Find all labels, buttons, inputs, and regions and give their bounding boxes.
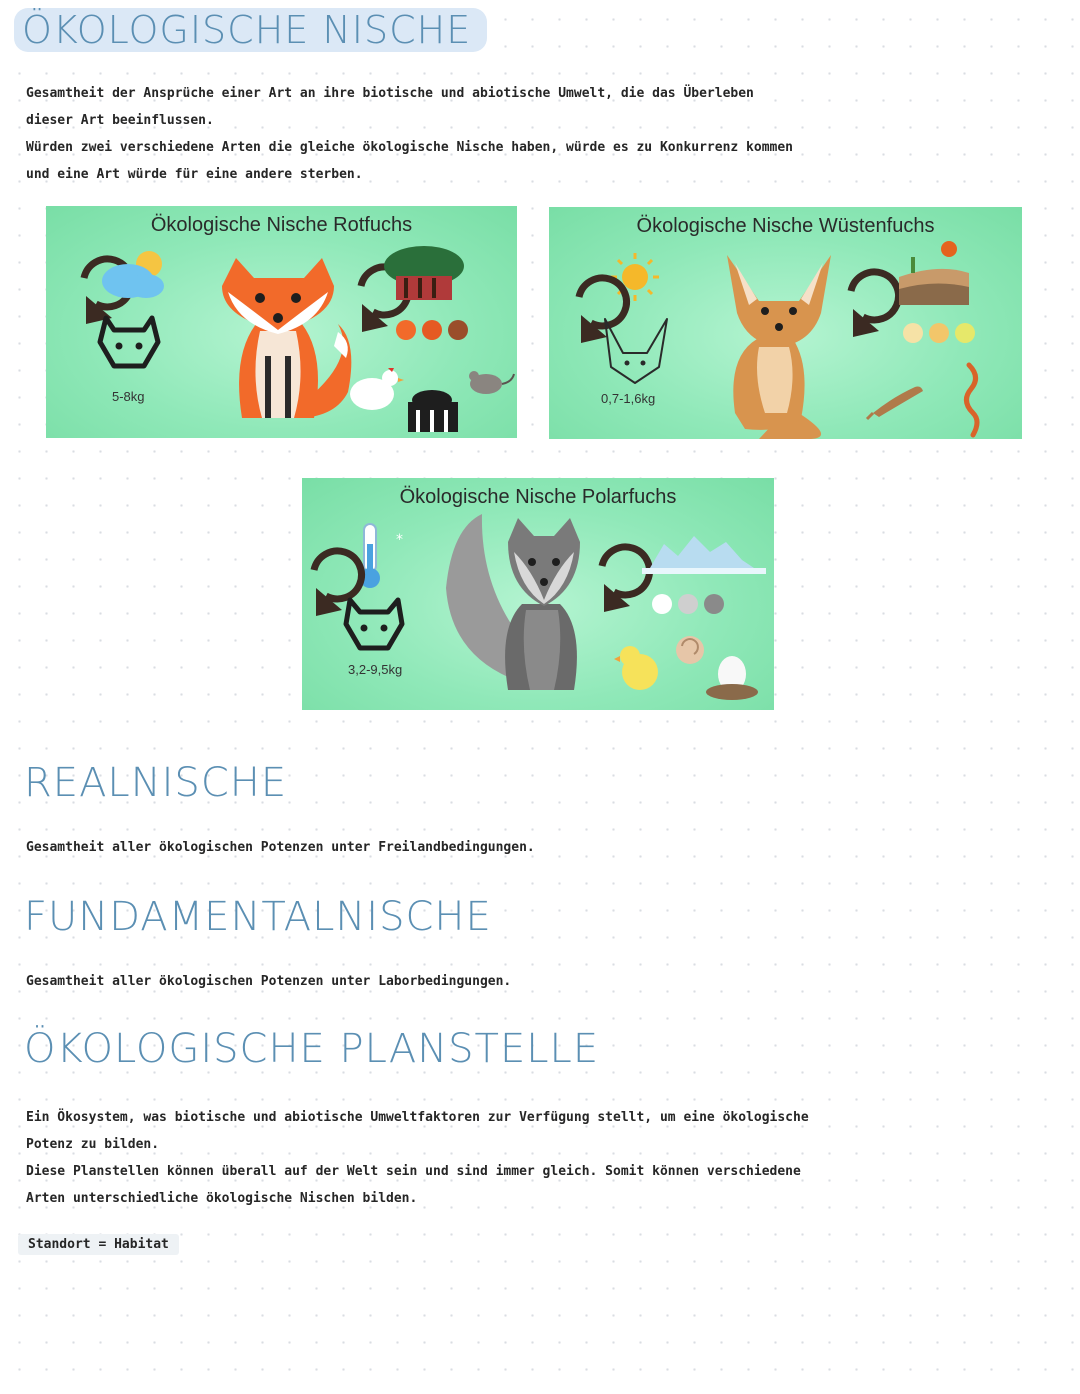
mouse-icon: [469, 371, 514, 394]
fennec-head-icon: [605, 319, 667, 383]
heading-oekologische-planstelle: ÖKOLOGISCHE PLANSTELLE: [24, 1026, 600, 1072]
text-line: dieser Art beeinflussen.: [26, 113, 214, 128]
shell-icon: [676, 636, 704, 664]
mushroom-icon: [408, 390, 458, 432]
fundamentalnische-definition: Gesamtheit aller ökologischen Potenzen unter Laborbedingungen.: [26, 974, 512, 989]
polar-fox-illustration: [446, 514, 580, 690]
color-dots: [652, 594, 724, 614]
arrow-icon: [602, 547, 649, 612]
lizard-icon: [867, 387, 923, 420]
fox-head-icon: [100, 318, 158, 366]
panel-title: Ökologische Nische Rotfuchs: [150, 214, 413, 236]
weight-label: 0,7-1,6kg: [601, 391, 656, 406]
color-dots: [396, 320, 468, 340]
text-line: Arten unterschiedliche ökologische Nischen bilden.: [26, 1191, 418, 1206]
text-line: und eine Art würde für eine andere sterben.: [26, 167, 363, 182]
snake-icon: [966, 365, 977, 435]
panel-polarfuchs: [302, 478, 774, 710]
nische-definition: [26, 80, 793, 188]
heading-highlight: ÖKOLOGISCHE NISCHE: [14, 8, 487, 52]
panel-rotfuchs: [46, 206, 517, 438]
weight-label: 5-8kg: [112, 389, 145, 404]
wolf-head-icon: [346, 600, 402, 648]
egg-nest-icon: [706, 656, 758, 700]
arrow-icon: [579, 278, 626, 343]
text-line: Diese Planstellen können überall auf der Welt sein und sind immer gleich. Somit können verschiedene: [26, 1164, 801, 1179]
heading-realnische: REALNISCHE: [24, 760, 288, 806]
panel-title: Ökologische Nische Wüstenfuchs: [636, 215, 935, 237]
panel-wuestenfuchs: [549, 207, 1022, 439]
weight-label: 3,2-9,5kg: [348, 662, 403, 677]
desert-icon: [899, 241, 969, 305]
text-line: Gesamtheit der Ansprüche einer Art an ihre biotische und abiotische Umwelt, die das Überleben: [26, 86, 754, 101]
realnische-definition: Gesamtheit aller ökologischen Potenzen unter Freilandbedingungen.: [26, 840, 535, 855]
arrow-icon: [851, 272, 898, 337]
text-line: Würden zwei verschiedene Arten die gleiche ökologische Nische haben, würde es zu Konkurrenz kommen: [26, 140, 794, 155]
iceberg-icon: [642, 536, 766, 574]
chick-icon: [614, 646, 658, 690]
svg-text:*: *: [396, 532, 403, 548]
sun-icon: [611, 253, 659, 301]
panel-title: Ökologische Nische Polarfuchs: [399, 486, 677, 508]
thermometer-icon: [360, 524, 403, 588]
fennec-fox-illustration: [727, 255, 831, 439]
planstelle-definition: [26, 1104, 809, 1212]
heading-oekologische-nische: [14, 8, 487, 52]
chicken-icon: [350, 368, 404, 410]
text-line: Ein Ökosystem, was biotische und abiotische Umweltfaktoren zur Verfügung stellt, um eine ökologische: [26, 1110, 809, 1125]
text-line: Potenz zu bilden.: [26, 1137, 160, 1152]
heading-fundamentalnische: FUNDAMENTALNISCHE: [24, 894, 492, 940]
forest-icon: [384, 246, 464, 300]
color-dots: [903, 323, 975, 343]
habitat-tag: Standort = Habitat: [18, 1234, 179, 1255]
red-fox-illustration: [222, 258, 351, 418]
